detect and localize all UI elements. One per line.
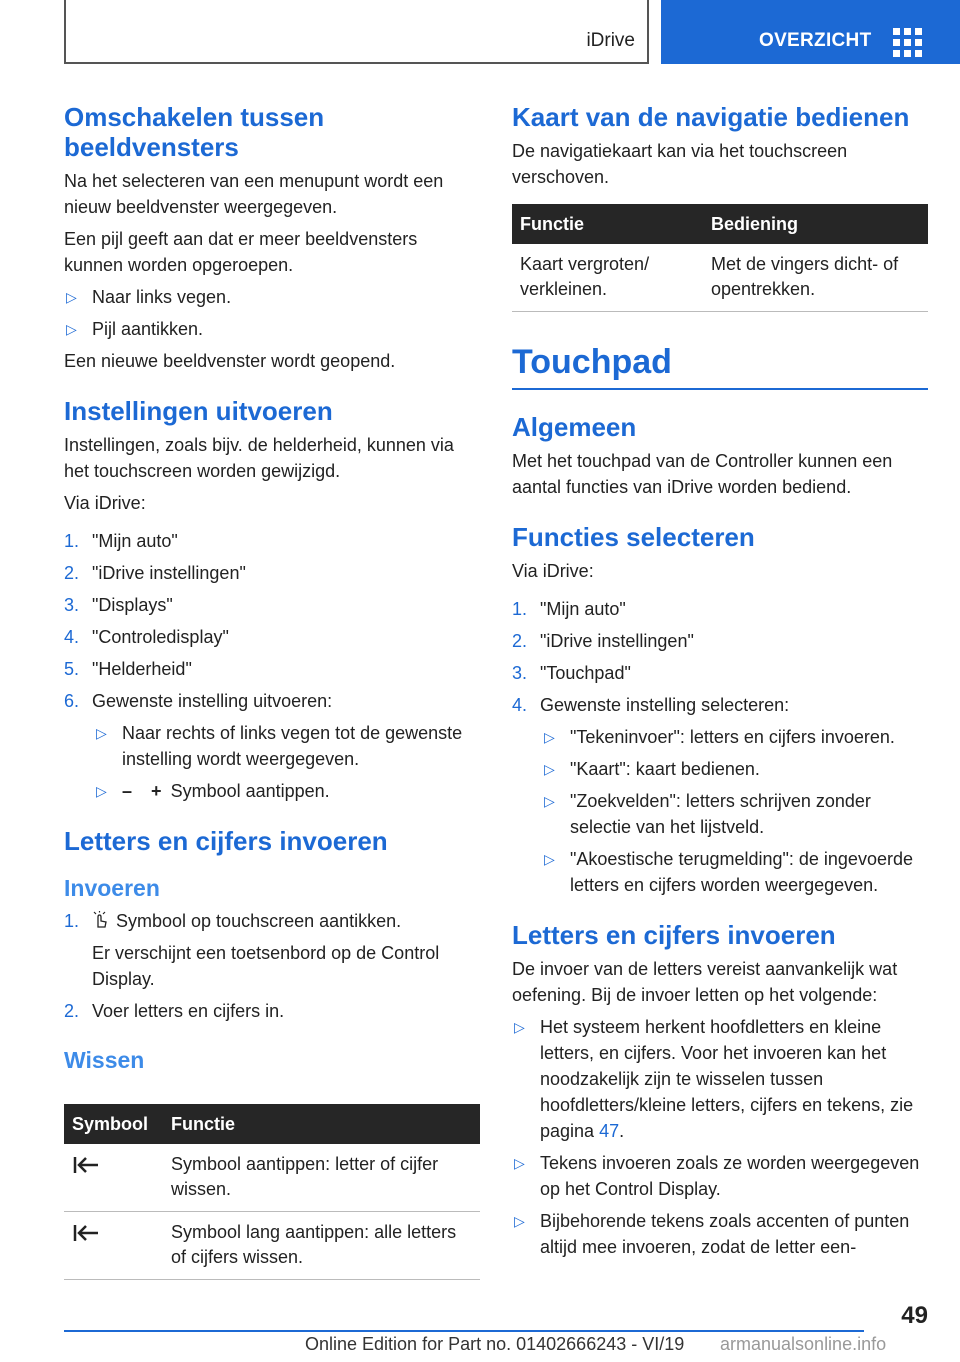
list-item: ▷ Pijl aantikken. [64, 316, 480, 342]
step-item: 1. "Mijn auto" [512, 599, 626, 619]
page-link[interactable]: 47 [599, 1121, 620, 1141]
table-header: Bediening [703, 204, 928, 244]
paragraph: Via iDrive: [64, 493, 146, 513]
left-column [64, 102, 480, 1280]
heading-letters-input: Letters en cijfers invoeren [64, 826, 388, 856]
step-item: 4. Gewenste instelling selecteren: [512, 695, 790, 715]
sub-item: ▷ "Tekeninvoer": letters en cijfers invoeren. [512, 724, 928, 750]
table-cell: Symbool lang aantippen: alle letters of cijfers wissen. [163, 1212, 480, 1280]
table-row [64, 1212, 480, 1280]
step-item: 6. Gewenste instelling uitvoeren: [64, 691, 333, 711]
triangle-bullet-icon: ▷ [66, 289, 77, 305]
paragraph: Met het touchpad van de Controller kunnen een aantal functies van iDrive worden bediend. [512, 451, 893, 497]
watermark: armanualsonline.info [720, 1334, 887, 1354]
table-header: Functie [163, 1104, 480, 1144]
paragraph: Een nieuwe beeldvenster wordt geopend. [64, 351, 396, 371]
table-cell: Symbool aantippen: letter of cijfer wissen. [163, 1144, 480, 1212]
paragraph: De invoer van de letters vereist aanvankelijk wat oefening. Bij de invoer letten op het volgende: [512, 959, 898, 1005]
edition-text: Online Edition for Part no. 01402666243 - VI/19 [305, 1334, 685, 1354]
triangle-bullet-icon: ▷ [96, 783, 107, 799]
sub-item: ▷ Naar rechts of links vegen tot de gewenste instelling wordt weergegeven. [64, 720, 480, 772]
table-row [512, 244, 928, 312]
backspace-icon [72, 1156, 100, 1174]
heading-input: Invoeren [64, 875, 160, 901]
backspace-icon [72, 1224, 100, 1242]
heading-delete: Wissen [64, 1047, 145, 1073]
step-continuation: Er verschijnt een toetsenbord op de Control Display. [92, 943, 440, 989]
step-item: 3. "Displays" [64, 595, 173, 615]
touch-hand-icon [92, 911, 110, 929]
paragraph: Een pijl geeft aan dat er meer beeldvensters kunnen worden opgeroepen. [64, 229, 418, 275]
triangle-bullet-icon: ▷ [544, 729, 555, 745]
grid-icon [893, 28, 923, 58]
paragraph: De navigatiekaart kan via het touchscreen verschoven. [512, 141, 848, 187]
step-item: 3. "Touchpad" [512, 663, 631, 683]
page-number: 49 [901, 1302, 928, 1329]
list-item: ▷ Het systeem herkent hoofdletters en kleine letters, en cijfers. Voor het invoeren kan het noodzakelijk zijn te wisselen tussen hoofdletters/kleine letters, cijfers en tekens, zie pagina 47. [512, 1014, 928, 1144]
table-cell: Kaart vergroten/ verkleinen. [512, 244, 703, 312]
section-title: iDrive [586, 30, 635, 51]
paragraph: Na het selecteren van een menupunt wordt een nieuw beeldvenster weergegeven. [64, 171, 444, 217]
heading-letters-input: Letters en cijfers invoeren [512, 920, 836, 950]
header-section-box [64, 0, 649, 64]
heading-general: Algemeen [512, 412, 637, 442]
table-header: Functie [512, 204, 703, 244]
heading-touchpad: Touchpad [512, 342, 928, 390]
right-column [512, 102, 928, 1260]
minus-icon: – [122, 781, 133, 801]
step-item: 2. "iDrive instellingen" [512, 631, 694, 651]
step-item: 1. Symbool op touchscreen aantikken. Er verschijnt een toetsenbord op de Control Display. [64, 908, 480, 992]
heading-switch-windows: Omschakelen tussen beeldvensters [64, 102, 325, 162]
paragraph: Via iDrive: [512, 561, 594, 581]
triangle-bullet-icon: ▷ [514, 1019, 525, 1035]
step-item: 1. "Mijn auto" [64, 531, 178, 551]
paragraph: Instellingen, zoals bijv. de helderheid, kunnen via het touchscreen worden gewijzigd. [64, 435, 454, 481]
triangle-bullet-icon: ▷ [544, 761, 555, 777]
step-item: 5. "Helderheid" [64, 659, 192, 679]
plus-icon: + [151, 781, 162, 801]
list-item: ▷ Bijbehorende tekens zoals accenten of punten altijd mee invoeren, zodat de letter een- [512, 1208, 928, 1260]
sub-item: ▷ "Kaart": kaart bedienen. [512, 756, 928, 782]
step-item: 2. "iDrive instellingen" [64, 563, 246, 583]
step-item: 2. Voer letters en cijfers in. [64, 1001, 285, 1021]
table-row [64, 1144, 480, 1212]
table-header: Symbool [64, 1104, 163, 1144]
overview-tab[interactable] [661, 0, 960, 64]
table-cell: Met de vingers dicht- of opentrekken. [703, 244, 928, 312]
triangle-bullet-icon: ▷ [544, 793, 555, 809]
list-item: ▷ Naar links vegen. [64, 284, 480, 310]
sub-item: ▷ – + Symbool aantippen. [64, 778, 480, 804]
triangle-bullet-icon: ▷ [514, 1155, 525, 1171]
heading-settings: Instellingen uitvoeren [64, 396, 333, 426]
list-item: ▷ Tekens invoeren zoals ze worden weergegeven op het Control Display. [512, 1150, 928, 1202]
overview-label: OVERZICHT [759, 30, 872, 51]
heading-map: Kaart van de navigatie bedienen [512, 102, 910, 132]
step-item: 4. "Controledisplay" [64, 627, 229, 647]
triangle-bullet-icon: ▷ [96, 725, 107, 741]
map-table [512, 204, 928, 312]
delete-table [64, 1104, 480, 1280]
heading-functions: Functies selecteren [512, 522, 755, 552]
triangle-bullet-icon: ▷ [544, 851, 555, 867]
sub-item: ▷ "Zoekvelden": letters schrijven zonder selectie van het lijstveld. [512, 788, 928, 840]
triangle-bullet-icon: ▷ [514, 1213, 525, 1229]
sub-item: ▷ "Akoestische terugmelding": de ingevoerde letters en cijfers worden weergegeven. [512, 846, 928, 898]
footer-divider [64, 1330, 864, 1332]
triangle-bullet-icon: ▷ [66, 321, 77, 337]
